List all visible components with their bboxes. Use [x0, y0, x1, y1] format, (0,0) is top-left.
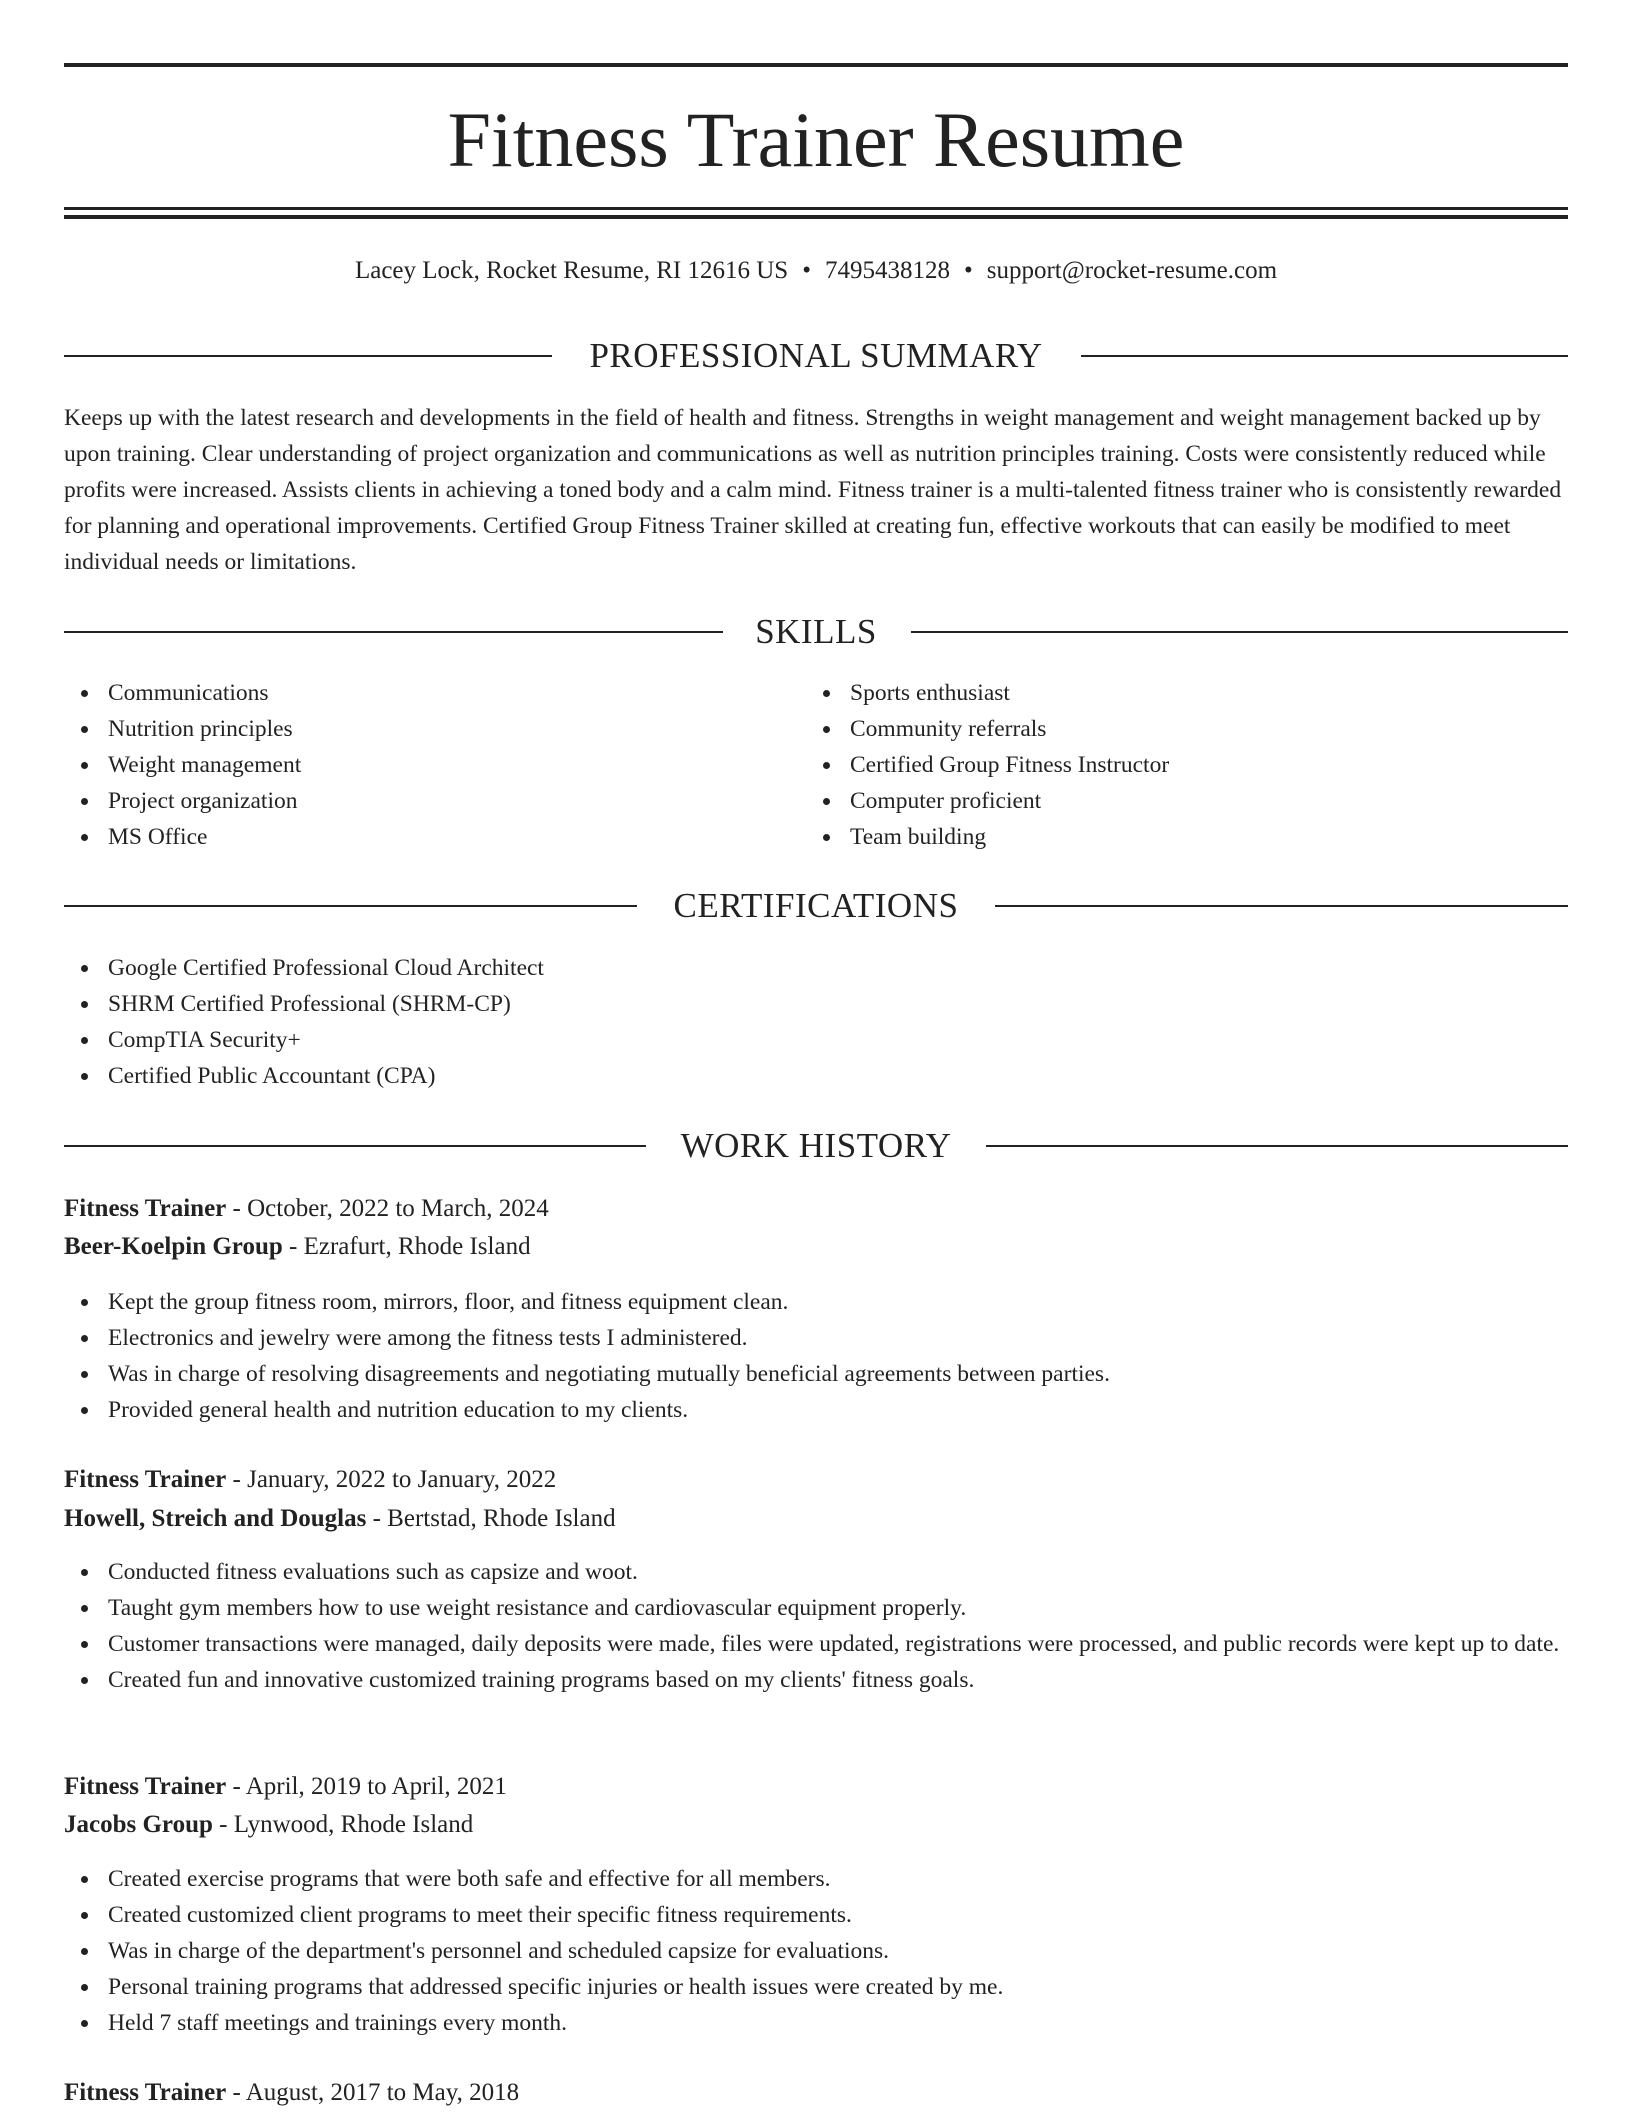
skill-item: Team building	[806, 819, 1566, 855]
summary-text: Keeps up with the latest research and developments in the field of health and fitness. Strengths in weight management and weight management backed up by upon training. Clear understanding of project organization and communications as well as nutrition principles training. Costs were consistently reduced while profits were increased. Assists clients in achieving a toned body and a calm mind. Fitness trainer is a multi-talented fitness trainer who is consistently rewarded for planning and operational improvements. Certified Group Fitness Trainer skilled at creating fun, effective workouts that can easily be modified to meet individual needs or limitations.	[64, 405, 1562, 575]
skill-item: Communications	[64, 675, 804, 711]
job-duties-list	[64, 1861, 1568, 2041]
job-duty: Provided general health and nutrition education to my clients.	[64, 1392, 1568, 1428]
job-title-line: Fitness Trainer - October, 2022 to March, 2024	[64, 1195, 549, 1222]
title-rule-upper	[64, 207, 1568, 210]
job-dates: April, 2019 to April, 2021	[245, 1773, 507, 1800]
job-title: Fitness Trainer	[64, 1195, 227, 1222]
job-title: Fitness Trainer	[64, 2079, 227, 2106]
job-title: Fitness Trainer	[64, 1466, 227, 1493]
job-title-line: Fitness Trainer - August, 2017 to May, 2018	[64, 2079, 520, 2106]
job-dates: October, 2022 to March, 2024	[247, 1195, 549, 1222]
contact-separator: •	[963, 257, 973, 284]
job-location: Bertstad, Rhode Island	[387, 1505, 616, 1532]
skill-item: Certified Group Fitness Instructor	[806, 747, 1566, 783]
certification-item: Google Certified Professional Cloud Architect	[64, 950, 1568, 986]
certifications-list	[64, 950, 1568, 1094]
job-dates: August, 2017 to May, 2018	[245, 2079, 520, 2106]
contact-address: Lacey Lock, Rocket Resume, RI 12616 US	[354, 257, 789, 284]
job-title-line: Fitness Trainer - April, 2019 to April, 2021	[64, 1773, 507, 1800]
skill-item: Weight management	[64, 747, 804, 783]
job-duties-list	[64, 1284, 1568, 1428]
certification-item: SHRM Certified Professional (SHRM-CP)	[64, 986, 1568, 1022]
title-rule-lower	[64, 215, 1568, 219]
certification-item: Certified Public Accountant (CPA)	[64, 1058, 1568, 1094]
job-duty: Electronics and jewelry were among the fitness tests I administered.	[64, 1320, 1568, 1356]
job-duty: Conducted fitness evaluations such as capsize and woot.	[64, 1554, 1568, 1590]
section-heading-skills	[64, 610, 1568, 654]
job-duty: Customer transactions were managed, daily deposits were made, files were updated, registrations were processed, and public records were kept up to date.	[64, 1626, 1568, 1662]
skill-item: Nutrition principles	[64, 711, 804, 747]
contact-separator: •	[802, 257, 811, 284]
contact-email: support@rocket-resume.com	[986, 257, 1278, 284]
job-company-line: Howell, Streich and Douglas - Bertstad, Rhode Island	[64, 1505, 616, 1532]
top-rule	[64, 63, 1568, 67]
section-title: CERTIFICATIONS	[644, 886, 989, 925]
contact-line	[64, 254, 1568, 288]
certification-item: CompTIA Security+	[64, 1022, 1568, 1058]
section-heading-certifications	[64, 884, 1568, 928]
job-duty: Created exercise programs that were both safe and effective for all members.	[64, 1861, 1568, 1897]
job-duty: Held 7 staff meetings and trainings every month.	[64, 2005, 1568, 2041]
section-title: PROFESSIONAL SUMMARY	[559, 336, 1072, 375]
skill-item: Sports enthusiast	[806, 675, 1566, 711]
job-company-line: Beer-Koelpin Group - Ezrafurt, Rhode Island	[64, 1233, 531, 1260]
job-title: Fitness Trainer	[64, 1773, 227, 1800]
section-heading-work-history	[64, 1124, 1568, 1168]
skill-item: Community referrals	[806, 711, 1566, 747]
job-company-line: Jacobs Group - Lynwood, Rhode Island	[64, 1811, 474, 1838]
job-location: Ezrafurt, Rhode Island	[303, 1233, 531, 1260]
job-title-line: Fitness Trainer - January, 2022 to January, 2022	[64, 1466, 557, 1493]
contact-phone: 7495438128	[824, 257, 950, 284]
section-title: SKILLS	[725, 612, 907, 651]
job-duty: Was in charge of the department's personnel and scheduled capsize for evaluations.	[64, 1933, 1568, 1969]
job-dates: January, 2022 to January, 2022	[247, 1466, 557, 1493]
job-company: Beer-Koelpin Group	[64, 1233, 283, 1260]
skills-list-right	[806, 675, 1566, 855]
job-company: Jacobs Group	[64, 1811, 213, 1838]
skill-item: Computer proficient	[806, 783, 1566, 819]
skills-list-left	[64, 675, 804, 855]
skill-item: MS Office	[64, 819, 804, 855]
job-duty: Created fun and innovative customized training programs based on my clients' fitness goals.	[64, 1662, 1568, 1698]
job-duty: Personal training programs that addressed specific injuries or health issues were created by me.	[64, 1969, 1568, 2005]
job-duty: Was in charge of resolving disagreements and negotiating mutually beneficial agreements between parties.	[64, 1356, 1568, 1392]
job-company: Howell, Streich and Douglas	[64, 1505, 367, 1532]
skill-item: Project organization	[64, 783, 804, 819]
job-location: Lynwood, Rhode Island	[233, 1811, 474, 1838]
job-duties-list	[64, 1554, 1568, 1698]
section-heading-summary	[64, 334, 1568, 378]
section-title: WORK HISTORY	[651, 1126, 982, 1165]
job-duty: Kept the group fitness room, mirrors, floor, and fitness equipment clean.	[64, 1284, 1568, 1320]
job-duty: Created customized client programs to meet their specific fitness requirements.	[64, 1897, 1568, 1933]
job-duty: Taught gym members how to use weight resistance and cardiovascular equipment properly.	[64, 1590, 1568, 1626]
resume-title: Fitness Trainer Resume	[447, 96, 1185, 183]
